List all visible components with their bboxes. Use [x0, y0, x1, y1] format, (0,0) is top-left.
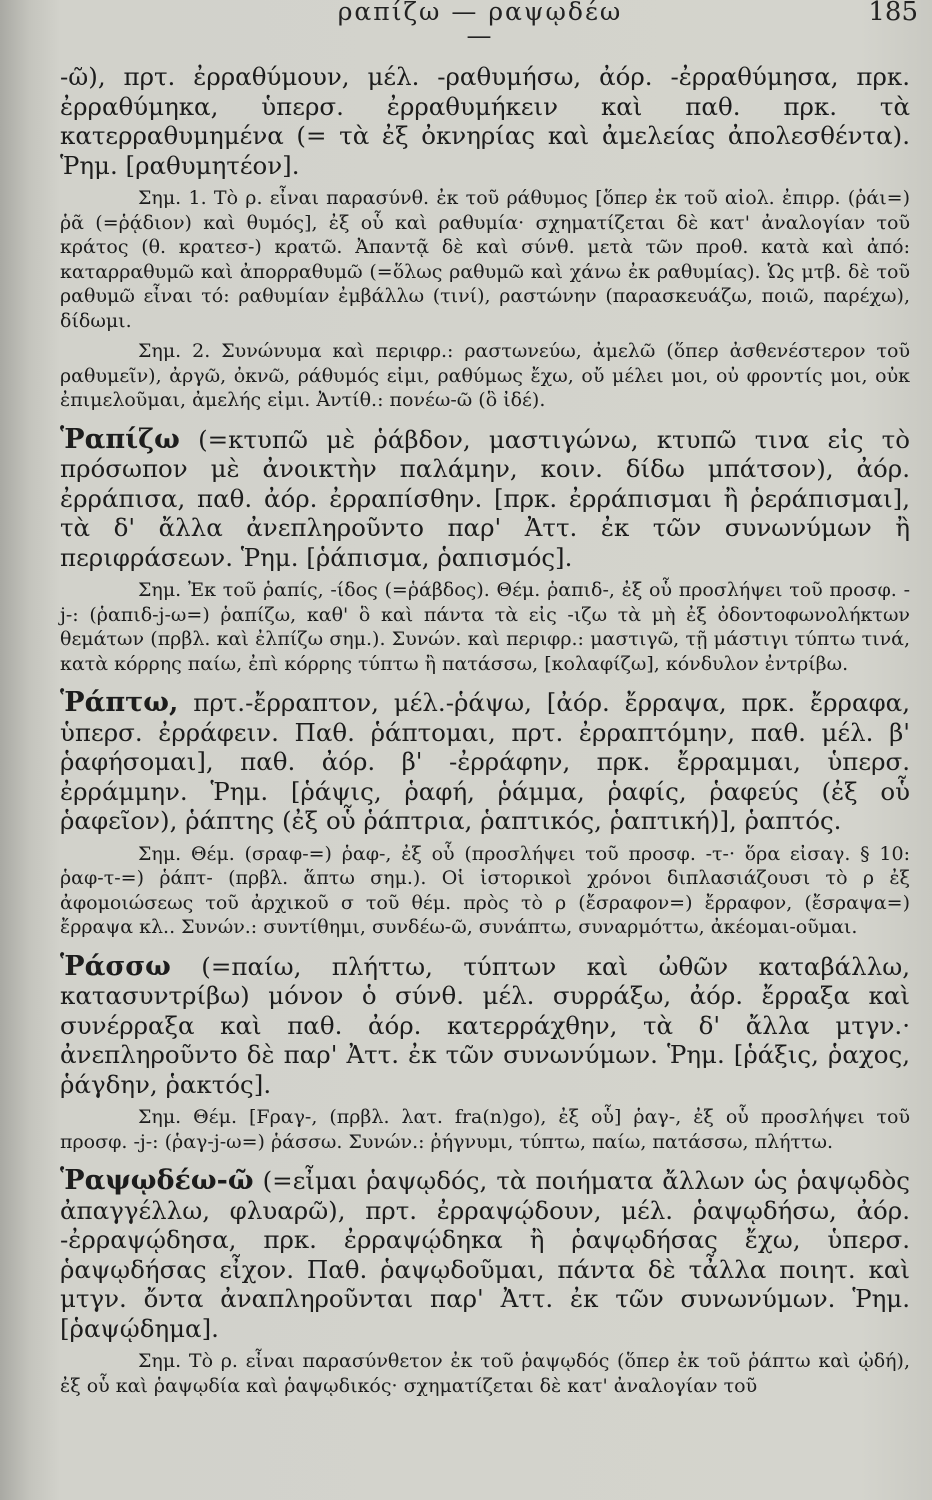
- entry-text: [60, 425, 910, 573]
- headword: Ῥαψῳδέω-ῶ: [60, 1165, 254, 1196]
- entry-text: [60, 1166, 910, 1343]
- entry-rapizo: [60, 425, 910, 677]
- note-1: Σημ. 1. Τὸ ρ. εἶναι παρασύνθ. ἐκ τοῦ ράθυμος [ὅπερ ἐκ τοῦ αἰολ. ἐπιρρ. (ῥάι=) ῥᾶ (=ῥᾴδιον) καὶ θυμός], ἐξ οὗ καὶ ραθυμία· σχηματίζεται δὲ κατ' ἀναλογίαν τοῦ κράτος (θ. κρατεσ-) κρατῶ. Ἀπαντᾷ δὲ καὶ σύνθ. μετὰ τῶν προθ. κατὰ καὶ ἀπό: καταρραθυμῶ καὶ ἀπορραθυμῶ (=ὅλως ραθυμῶ καὶ χάνω ἐκ ραθυμίας). Ὡς μτβ. δὲ τοῦ ραθυμῶ εἶναι τό: ραθυμίαν ἐμβάλλω (τινί), ραστώνην (παρασκευάζω, ποιῶ, παρέχω), δίδωμι.: [60, 187, 910, 332]
- entry-text: [60, 952, 910, 1100]
- entry-rathymeo-continuation: [60, 62, 910, 413]
- entry-text: [60, 688, 910, 836]
- headword: Ῥάπτω,: [60, 687, 179, 718]
- entry-body: πρτ.-ἔρραπτον, μέλ.-ῥάψω, [ἀόρ. ἔρραψα, πρκ. ἔρραφα, ὑπερσ. ἐρράφειν. Παθ. ῥάπτομαι, πρτ. ἐρραπτόμην, παθ. μέλ. β' ῥαφήσομαι], παθ. ἀόρ. β' -ἐρράφην, πρκ. ἔρραμμαι, ὑπερσ. ἐρράμμην. Ῥημ. [ῥάψις, ῥαφή, ῥάμμα, ῥαφίς, ῥαφεύς (ἐξ οὗ ῥαφεῖον), ῥάπτης (ἐξ οὗ ῥάπτρια, ῥαπτικός, ῥαπτική)], ῥαπτός.: [60, 688, 910, 835]
- entry-text: -ῶ), πρτ. ἐρραθύμουν, μέλ. -ραθυμήσω, ἀόρ. -ἐρραθύμησα, πρκ. ἐρραθύμηκα, ὑπερσ. ἐρραθυμήκειν καὶ παθ. πρκ. τὰ κατερραθυμημένα (= τὰ ἐξ ὀκνηρίας καὶ ἀμελείας ἀπολεσθέντα). Ῥημ. [ραθυμητέον].: [60, 62, 910, 180]
- headword: Ῥαπίζω: [60, 423, 180, 455]
- page-body: [60, 62, 910, 1402]
- note: Σημ. Θέμ. [Fραγ-, (πρβλ. λατ. fra(n)go), ἐξ οὗ] ῥαγ-, ἐξ οὗ προσλήψει τοῦ προσφ. -j-: (ῥαγ-j-ω=) ῥάσσω. Συνών.: ῥήγνυμι, τύπτω, παίω, πατάσσω, πλήττω.: [60, 1106, 910, 1153]
- headword: Ῥάσσω: [60, 950, 171, 982]
- entry-body: (=κτυπῶ μὲ ῥάβδον, μαστιγώνω, κτυπῶ τινα εἰς τὸ πρόσωπον μὲ ἀνοικτὴν παλάμην, κοιν. δίδω μπάτσον), ἀόρ. ἐρράπισα, παθ. ἀόρ. ἐρραπίσθην. [πρκ. ἐρράπισμαι ἢ ῥεράπισμαι], τὰ δ' ἄλλα ἀνεπληροῦντο παρ' Ἀττ. ἐκ τῶν συνωνύμων ἢ περιφράσεων. Ῥημ. [ῥάπισμα, ῥαπισμός].: [60, 424, 910, 572]
- entry-rapsodeo: [60, 1166, 910, 1398]
- entry-rasso: [60, 952, 910, 1155]
- entry-body: (=εἶμαι ῥαψῳδός, τὰ ποιήματα ἄλλων ὡς ῥαψῳδὸς ἀπαγγέλλω, φλυαρῶ), πρτ. ἐρραψῴδουν, μέλ. ῥαψῳδήσω, ἀόρ. -ἐρραψῴδησα, πρκ. ἐρραψῴδηκα ἢ ῥαψῳδήσας ἔχω, ὑπερσ. ῥαψῳδήσας εἶχον. Παθ. ῥαψῳδοῦμαι, πάντα δὲ τἆλλα ποιητ. καὶ μτγν. ὄντα ἀναπληροῦνται παρ' Ἀττ. ἐκ τῶν συνωνύμων. Ῥημ. [ῥαψῴδημα].: [60, 1166, 910, 1343]
- note: Σημ. Ἐκ τοῦ ῥαπίς, -ίδος (=ῥάβδος). Θέμ. ῥαπιδ-, ἐξ οὗ προσλήψει τοῦ προσφ. -j-: (ῥαπιδ-j-ω=) ῥαπίζω, καθ' ὃ καὶ πάντα τὰ εἰς -ιζω τὰ μὴ ἐξ ὀδοντοφωνολήκτων θεμάτων (πρβλ. καὶ ἐλπίζω σημ.). Συνών. καὶ περιφρ.: μαστιγῶ, τῇ μάστιγι τύπτω τινά, κατὰ κόρρης παίω, ἐπὶ κόρρης τύπτω ἢ πατάσσω, [κολαφίζω], κόνδυλον ἐντρίβω.: [60, 579, 910, 675]
- entry-rapto: [60, 688, 910, 940]
- running-head: ραπίζω — ραψῳδέω —: [337, 0, 623, 50]
- note-2: Σημ. 2. Συνώνυμα καὶ περιφρ.: ραστωνεύω, ἀμελῶ (ὅπερ ἀσθενέστερον τοῦ ραθυμεῖν), ἀργῶ, ὀκνῶ, ράθυμός εἰμι, ραθύμως ἔχω, οὔ μέλει μοι, οὐ φροντίς μοι, οὐκ ἐπιμελοῦμαι, ἀμελής εἰμι. Ἀντίθ.: πονέω-ῶ (ὃ ἰδέ).: [60, 340, 910, 411]
- page-number: 185: [868, 0, 918, 27]
- entry-body: (=παίω, πλήττω, τύπτων καὶ ὠθῶν καταβάλλω, κατασυντρίβω) μόνον ὁ σύνθ. μέλ. συρράξω, ἀόρ. ἔρραξα καὶ συνέρραξα καὶ παθ. ἀόρ. κατερράχθην, τὰ δ' ἄλλα μτγν.· ἀνεπληροῦντο δὲ παρ' Ἀττ. ἐκ τῶν συνωνύμων. Ῥημ. [ῥάξις, ῥαχος, ῥάγδην, ῥακτός].: [60, 951, 910, 1099]
- note: Σημ. Θέμ. (σραφ-=) ῥαφ-, ἐξ οὗ (προσλήψει τοῦ προσφ. -τ-· ὅρα εἰσαγ. § 10: ῥαφ-τ-=) ῥάπτ- (πρβλ. ἅπτω σημ.). Οἱ ἱστορικοὶ χρόνοι διπλασιάζουσι τὸ ρ ἐξ ἀφομοιώσεως τοῦ ἀρχικοῦ σ τοῦ θέμ. πρὸς τὸ ρ (ἔσραφον=) ἔρραφον, (ἔσραψα=) ἔρραψα κλ.. Συνών.: συντίθημι, συνδέω-ῶ, συνάπτω, συναρμόττω, ἀκέομαι-οῦμαι.: [60, 842, 910, 938]
- note: Σημ. Τὸ ρ. εἶναι παρασύνθετον ἐκ τοῦ ῥαψῳδός (ὅπερ ἐκ τοῦ ῥάπτω καὶ ᾠδή), ἐξ οὗ καὶ ῥαψῳδία καὶ ῥαψῳδικός· σχηματίζεται δὲ κατ' ἀναλογίαν τοῦ: [60, 1350, 910, 1397]
